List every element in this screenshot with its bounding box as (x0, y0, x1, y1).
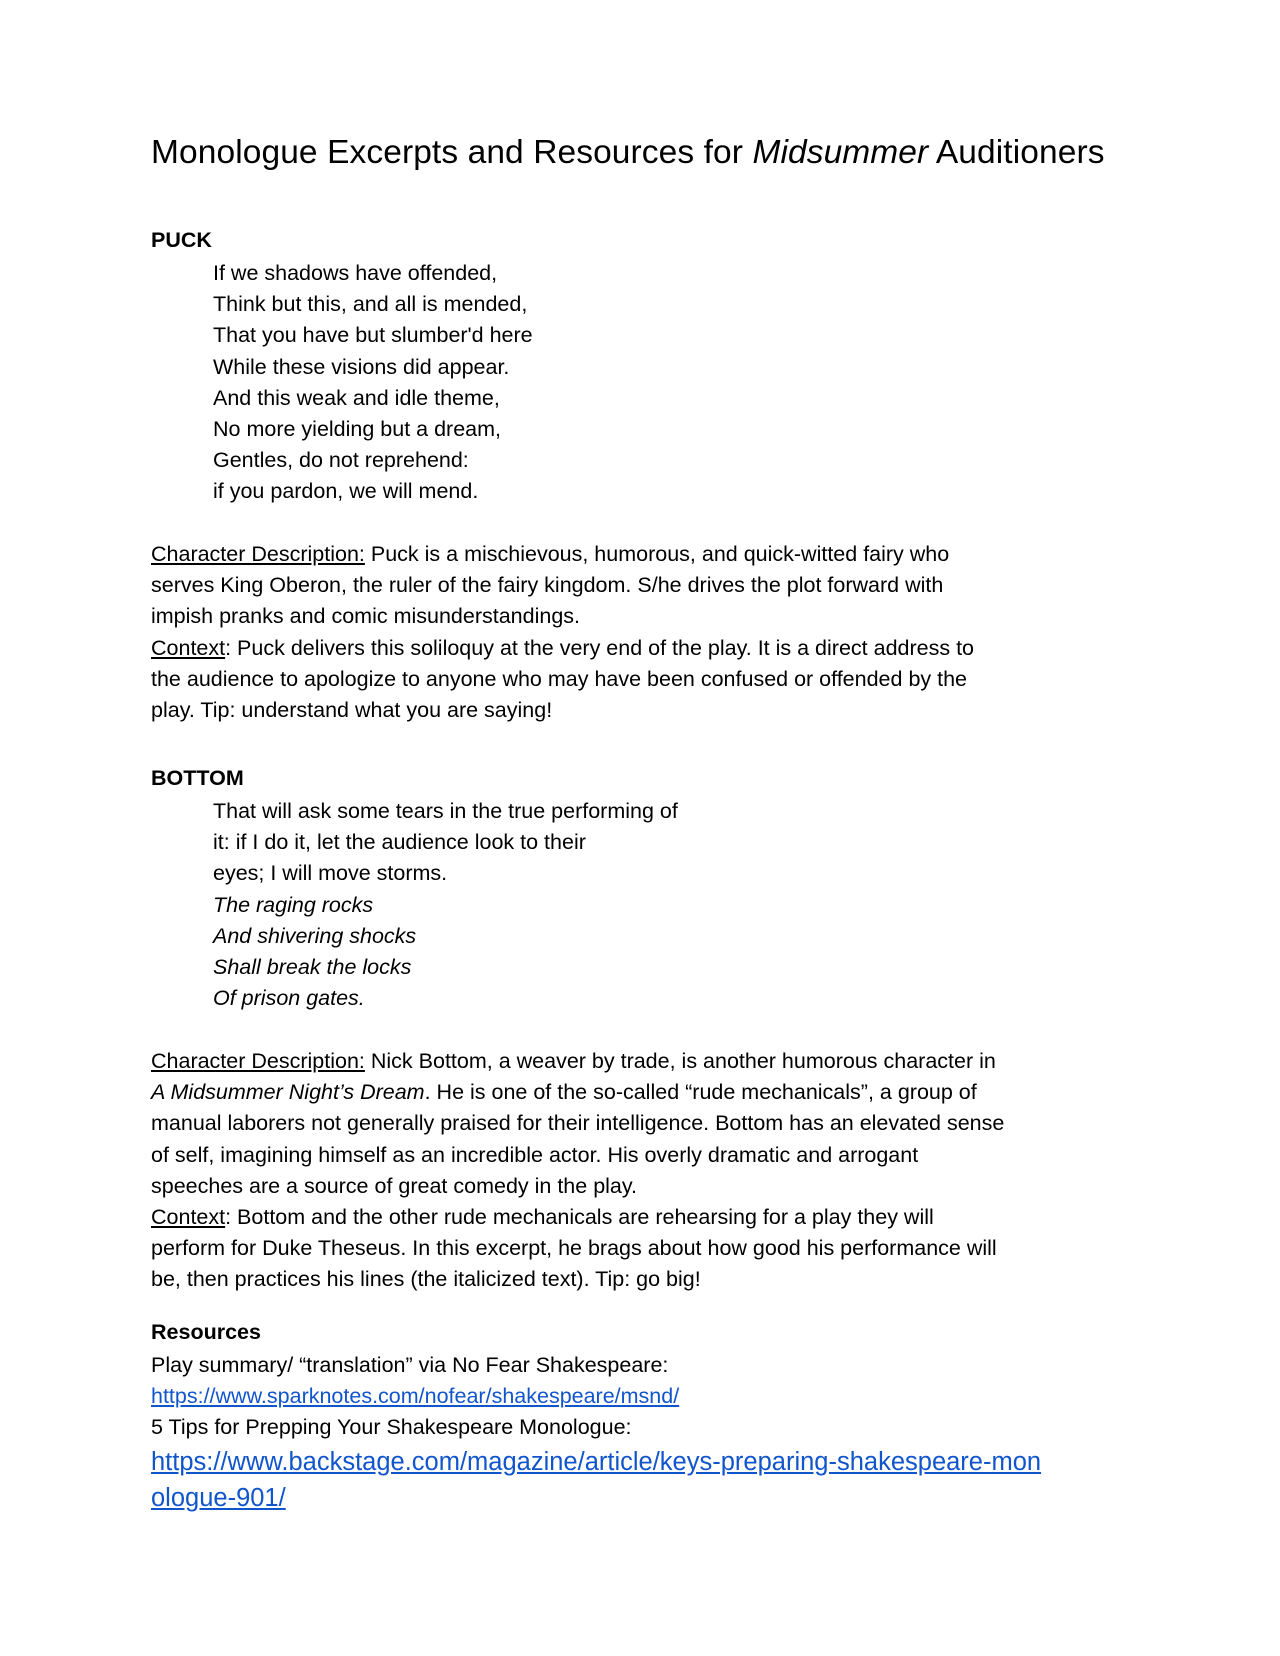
backstage-link-line[interactable]: https://www.backstage.com/magazine/article/keys-preparing-shakespeare-mon (151, 1447, 1042, 1476)
verse-line-italic: And shivering shocks (213, 923, 417, 948)
page-title (151, 134, 1105, 172)
title-emphasis: Midsummer (752, 134, 929, 171)
context-text: play. Tip: understand what you are saying! (151, 698, 553, 723)
verse-line: if you pardon, we will mend. (213, 479, 479, 504)
context-text: the audience to apologize to anyone who may have been confused or offended by the (151, 666, 968, 691)
verse-line: While these visions did appear. (213, 354, 510, 379)
verse-line: Gentles, do not reprehend: (213, 448, 469, 473)
context-text: be, then practices his lines (the italicized text). Tip: go big! (151, 1267, 701, 1292)
description-text: impish pranks and comic misunderstandings. (151, 604, 581, 629)
verse-line-italic: The raging rocks (213, 892, 374, 917)
description-text: Nick Bottom, a weaver by trade, is another humorous character in (364, 1049, 996, 1073)
verse-line: it: if I do it, let the audience look to their (213, 830, 586, 855)
verse-line: And this weak and idle theme, (213, 385, 500, 410)
verse-line: Think but this, and all is mended, (213, 292, 528, 317)
resource-label: Play summary/ “translation” via No Fear Shakespeare: (151, 1353, 669, 1377)
title-prefix: Monologue Excerpts and Resources for (151, 134, 753, 171)
backstage-link[interactable] (151, 1444, 1091, 1517)
backstage-link-line[interactable]: ologue-901/ (151, 1484, 286, 1513)
sparknotes-link[interactable]: https://www.sparknotes.com/nofear/shakespeare/msnd/ (151, 1384, 680, 1409)
context-text: : Bottom and the other rude mechanicals are rehearsing for a play they will (225, 1205, 934, 1230)
description-text: . He is one of the so-called “rude mechanicals”, a group of (424, 1080, 977, 1105)
puck-heading: PUCK (151, 228, 212, 252)
description-text: manual laborers not generally praised for their intelligence. Bottom has an elevated sense (151, 1111, 1005, 1136)
context-text: : Puck delivers this soliloquy at the very end of the play. It is a direct address to (225, 635, 974, 660)
description-text: speeches are a source of great comedy in the play. (151, 1173, 638, 1198)
context-label: Context (151, 635, 226, 660)
verse-line: No more yielding but a dream, (213, 417, 502, 442)
play-title: A Midsummer Night’s Dream (151, 1080, 425, 1105)
context-label: Context (151, 1205, 226, 1230)
puck-description (151, 539, 1091, 726)
description-text: Puck is a mischievous, humorous, and quick-witted fairy who (364, 542, 950, 566)
title-suffix: Auditioners (928, 134, 1105, 171)
resources-heading: Resources (151, 1320, 261, 1344)
verse-line-italic: Of prison gates. (213, 986, 365, 1011)
description-text: of self, imagining himself as an incredible actor. His overly dramatic and arrogant (151, 1142, 919, 1167)
bottom-description (151, 1046, 1091, 1296)
puck-monologue (213, 258, 533, 508)
verse-line: eyes; I will move storms. (213, 861, 448, 886)
description-label: Character Description: (151, 542, 365, 566)
description-label: Character Description: (151, 1049, 365, 1073)
verse-line: That you have but slumber'd here (213, 323, 533, 348)
description-text: serves King Oberon, the ruler of the fairy kingdom. S/he drives the plot forward with (151, 573, 944, 598)
bottom-heading: BOTTOM (151, 766, 244, 790)
verse-line-italic: Shall break the locks (213, 955, 412, 980)
context-text: perform for Duke Theseus. In this excerpt, he brags about how good his performance will (151, 1236, 997, 1261)
resources-list (151, 1350, 1091, 1517)
verse-line: That will ask some tears in the true performing of (213, 799, 678, 823)
bottom-monologue (213, 796, 678, 1014)
verse-line: If we shadows have offended, (213, 261, 498, 285)
resource-label: 5 Tips for Prepping Your Shakespeare Monologue: (151, 1415, 632, 1440)
